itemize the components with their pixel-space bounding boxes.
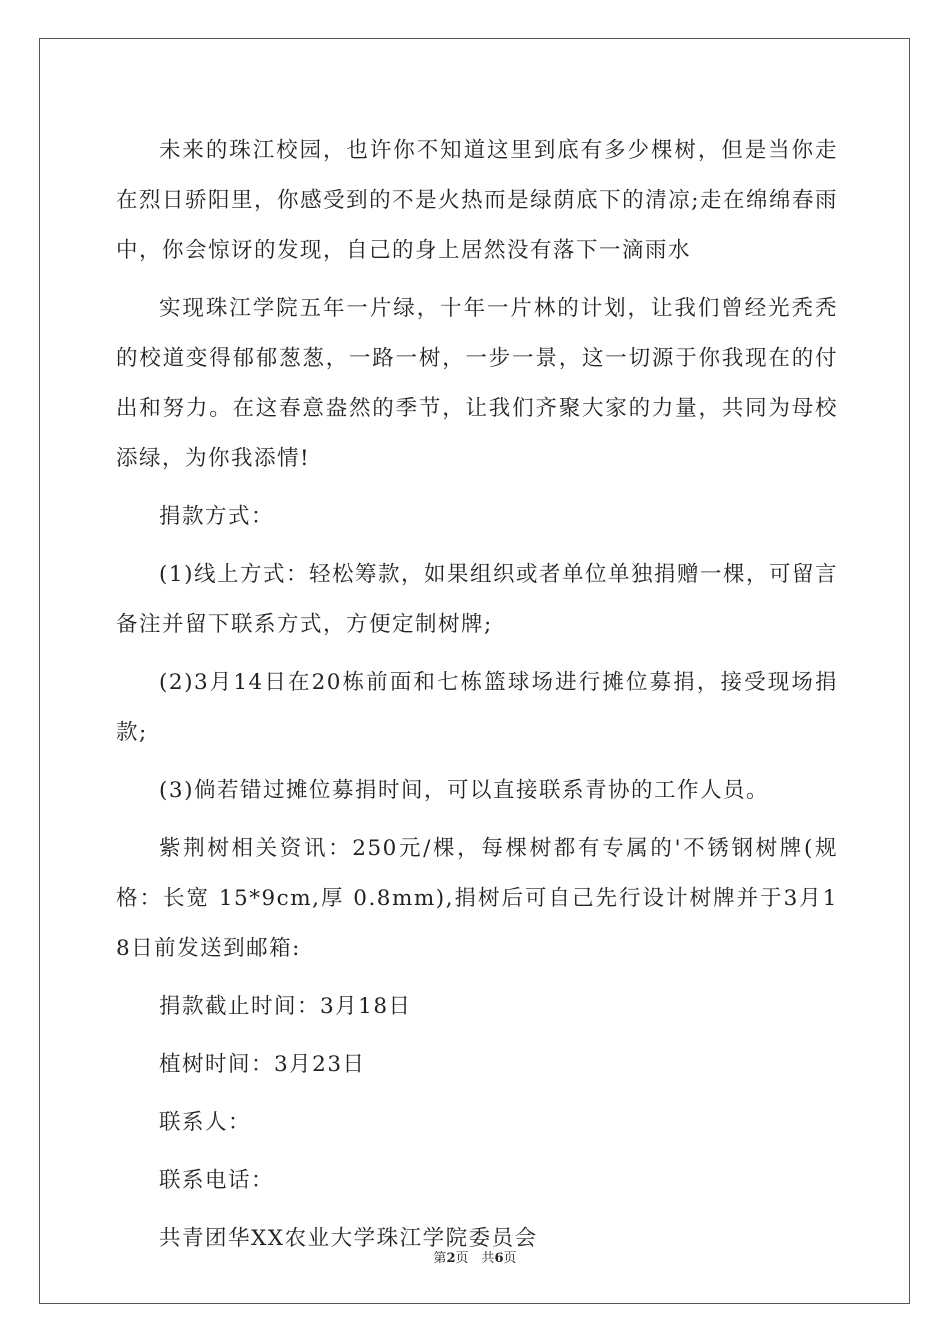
paragraph-tree-info: 紫荆树相关资讯：250元/棵，每棵树都有专属的'不锈钢树牌(规格：长宽 15*9cm,厚 0.8mm),捐树后可自己先行设计树牌并于3月18日前发送到邮箱: bbox=[116, 836, 838, 961]
paragraph-planting-time: 植树时间：3月23日 bbox=[159, 1052, 366, 1077]
paragraph-organization-signature: 共青团华XX农业大学珠江学院委员会 bbox=[159, 1226, 538, 1251]
paragraph-method-contact: (3)倘若错过摊位募捐时间，可以直接联系青协的工作人员。 bbox=[159, 778, 769, 803]
document-body bbox=[116, 126, 838, 1272]
footer-page-current: 2 bbox=[446, 1251, 456, 1266]
paragraph-green-plan: 实现珠江学院五年一片绿，十年一片林的计划，让我们曾经光秃秃的校道变得郁郁葱葱，一路一树，一步一景，这一切源于你我现在的付出和努力。在这春意盎然的季节，让我们齐聚大家的力量，共同为母校添绿，为你我添情! bbox=[116, 296, 838, 471]
footer-page-mid: 页 共 bbox=[455, 1251, 495, 1266]
paragraph-method-booth: (2)3月14日在20栋前面和七栋篮球场进行摊位募捐，接受现场捐款; bbox=[116, 670, 838, 745]
paragraph-future-campus: 未来的珠江校园，也许你不知道这里到底有多少棵树，但是当你走在烈日骄阳里，你感受到的不是火热而是绿荫底下的清凉;走在绵绵春雨中，你会惊讶的发现，自己的身上居然没有落下一滴雨水 bbox=[116, 138, 838, 263]
paragraph-contact-phone: 联系电话： bbox=[159, 1168, 275, 1193]
footer-page-prefix: 第 bbox=[433, 1251, 447, 1266]
paragraph-donation-deadline: 捐款截止时间：3月18日 bbox=[159, 994, 412, 1019]
paragraph-method-online: (1)线上方式：轻松筹款，如果组织或者单位单独捐赠一棵，可留言备注并留下联系方式，方便定制树牌; bbox=[116, 562, 838, 637]
footer-page-suffix: 页 bbox=[503, 1251, 517, 1266]
page-footer bbox=[0, 1247, 950, 1266]
paragraph-contact-person: 联系人： bbox=[159, 1110, 252, 1135]
paragraph-donation-methods-heading: 捐款方式： bbox=[159, 504, 275, 529]
footer-page-total: 6 bbox=[494, 1251, 504, 1266]
